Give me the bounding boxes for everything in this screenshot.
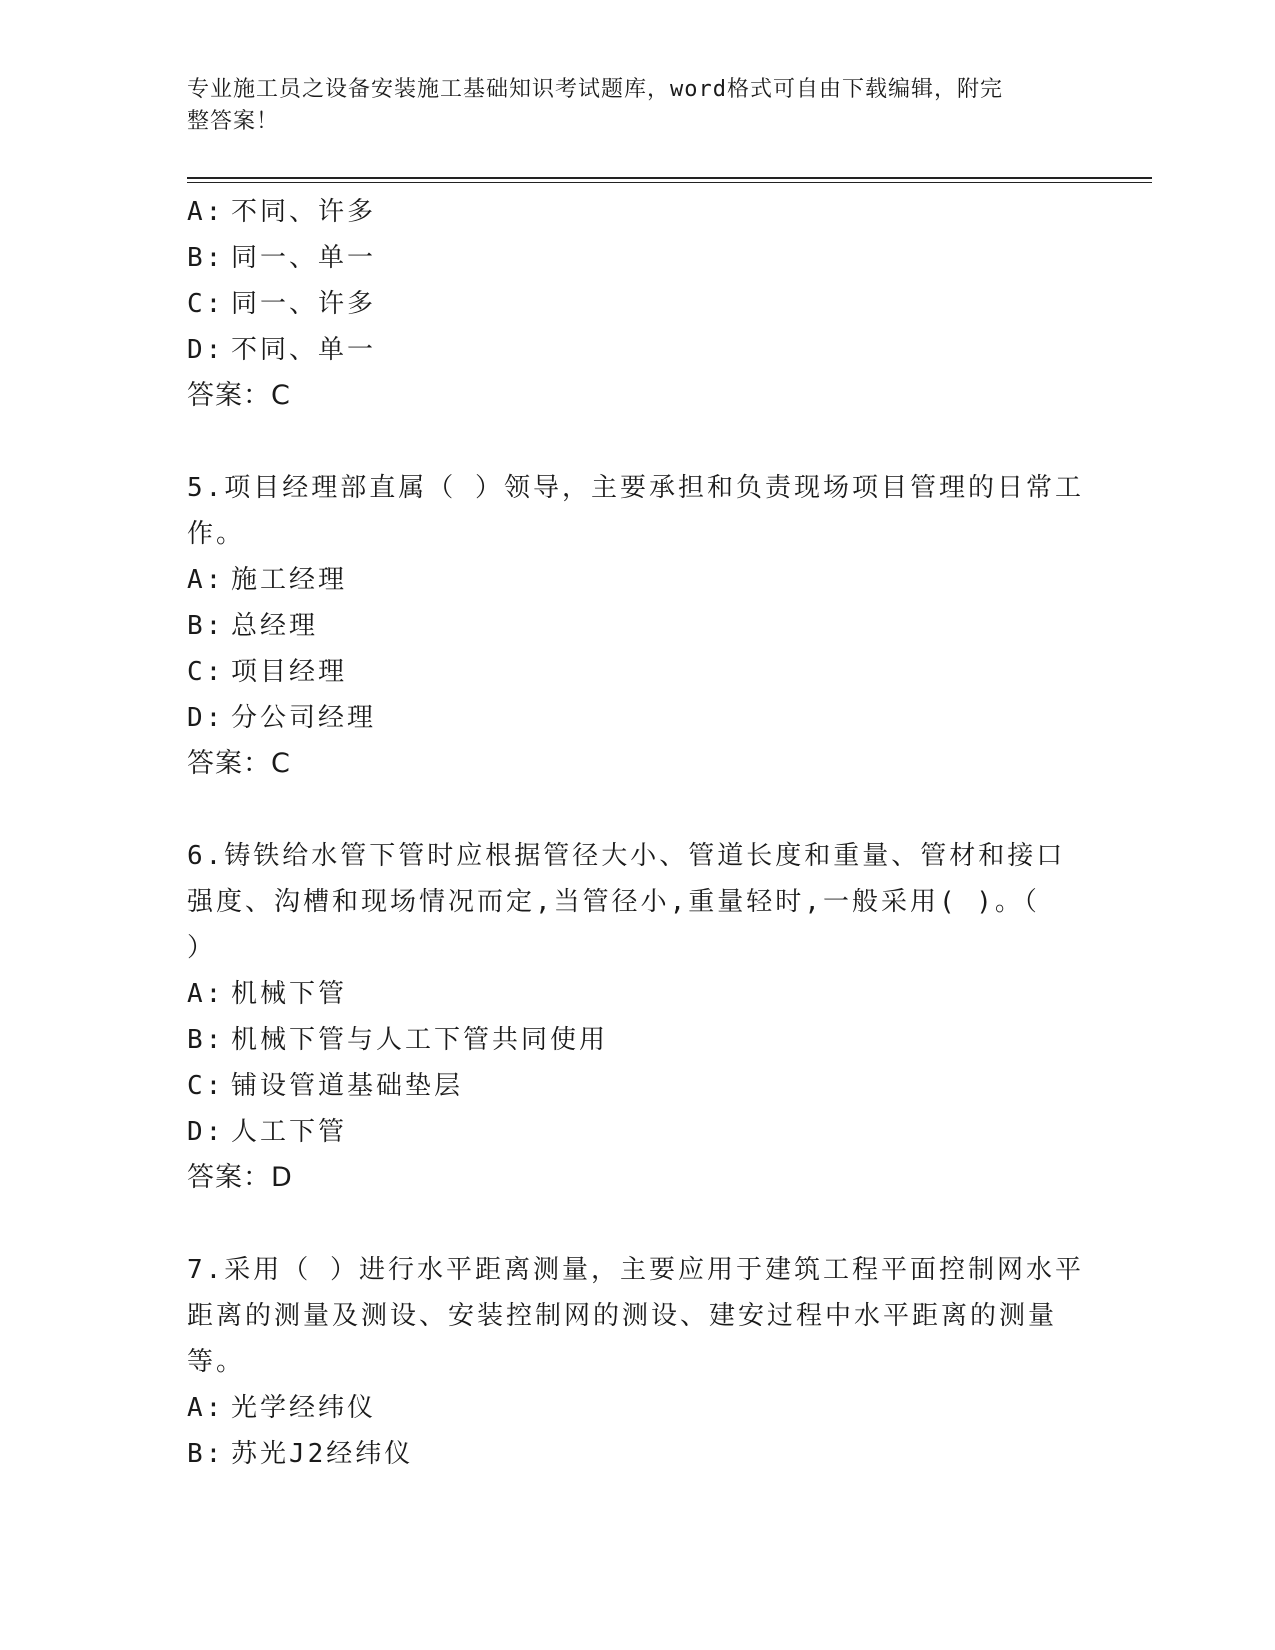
option-text: 光学经纬仪 bbox=[231, 1393, 377, 1423]
question-6 bbox=[187, 833, 1067, 1201]
option-letter: C: bbox=[187, 657, 225, 687]
option-letter: B: bbox=[187, 1439, 225, 1469]
option-a bbox=[187, 557, 1067, 603]
option-letter: D: bbox=[187, 335, 225, 365]
option-c bbox=[187, 1063, 1067, 1109]
option-c bbox=[187, 281, 1067, 327]
option-text: 机械下管 bbox=[231, 979, 348, 1009]
option-text: 不同、单一 bbox=[231, 335, 377, 365]
question-content bbox=[187, 189, 1084, 1477]
question-4 bbox=[187, 189, 1067, 419]
question-text-line: 距离的测量及测设、安装控制网的测设、建安过程中水平距离的测量 bbox=[187, 1301, 1058, 1331]
option-text: 铺设管道基础垫层 bbox=[231, 1071, 464, 1101]
question-text-line: 作。 bbox=[187, 519, 246, 549]
answer: 答案：D bbox=[187, 1162, 293, 1193]
answer: 答案：C bbox=[187, 380, 291, 411]
option-letter: A: bbox=[187, 197, 225, 227]
option-letter: A: bbox=[187, 565, 225, 595]
option-letter: C: bbox=[187, 289, 225, 319]
spacer bbox=[187, 419, 1067, 465]
option-b bbox=[187, 235, 1067, 281]
question-text-line: 等。 bbox=[187, 1347, 246, 1377]
header-divider-thick bbox=[187, 177, 1152, 179]
question-text-line: 强度、沟槽和现场情况而定,当管径小,重量轻时,一般采用( )。（ bbox=[187, 887, 1040, 917]
option-text: 施工经理 bbox=[231, 565, 348, 595]
question-text-line: ） bbox=[187, 933, 217, 963]
question-5 bbox=[187, 465, 1084, 787]
option-d bbox=[187, 1109, 1067, 1155]
header-line-1: 专业施工员之设备安装施工基础知识考试题库，word格式可自由下载编辑，附完 bbox=[187, 77, 1003, 102]
option-text: 苏光J2经纬仪 bbox=[231, 1439, 414, 1469]
option-letter: D: bbox=[187, 703, 225, 733]
header-divider-thin bbox=[187, 182, 1152, 183]
question-text-line: 7.采用（ ）进行水平距离测量，主要应用于建筑工程平面控制网水平 bbox=[187, 1255, 1084, 1285]
spacer bbox=[187, 1201, 1067, 1247]
option-text: 人工下管 bbox=[231, 1117, 348, 1147]
header-line-2: 整答案！ bbox=[187, 109, 280, 134]
option-text: 分公司经理 bbox=[231, 703, 377, 733]
spacer bbox=[187, 787, 1067, 833]
option-letter: B: bbox=[187, 243, 225, 273]
option-text: 总经理 bbox=[231, 611, 319, 641]
option-b bbox=[187, 1431, 1067, 1477]
option-a bbox=[187, 1385, 1067, 1431]
option-letter: C: bbox=[187, 1071, 225, 1101]
question-7 bbox=[187, 1247, 1084, 1477]
option-letter: B: bbox=[187, 611, 225, 641]
option-a bbox=[187, 971, 1067, 1017]
option-text: 同一、许多 bbox=[231, 289, 377, 319]
option-text: 同一、单一 bbox=[231, 243, 377, 273]
option-letter: A: bbox=[187, 979, 225, 1009]
option-d bbox=[187, 327, 1067, 373]
option-letter: D: bbox=[187, 1117, 225, 1147]
option-text: 不同、许多 bbox=[231, 197, 377, 227]
document-header bbox=[187, 74, 1067, 138]
option-a bbox=[187, 189, 1067, 235]
option-d bbox=[187, 695, 1067, 741]
question-text-line: 5.项目经理部直属（ ）领导，主要承担和负责现场项目管理的日常工 bbox=[187, 473, 1084, 503]
option-c bbox=[187, 649, 1067, 695]
option-text: 机械下管与人工下管共同使用 bbox=[231, 1025, 609, 1055]
question-text-line: 6.铸铁给水管下管时应根据管径大小、管道长度和重量、管材和接口 bbox=[187, 841, 1066, 871]
option-letter: A: bbox=[187, 1393, 225, 1423]
option-text: 项目经理 bbox=[231, 657, 348, 687]
answer: 答案：C bbox=[187, 748, 291, 779]
option-b bbox=[187, 1017, 1067, 1063]
option-b bbox=[187, 603, 1067, 649]
option-letter: B: bbox=[187, 1025, 225, 1055]
